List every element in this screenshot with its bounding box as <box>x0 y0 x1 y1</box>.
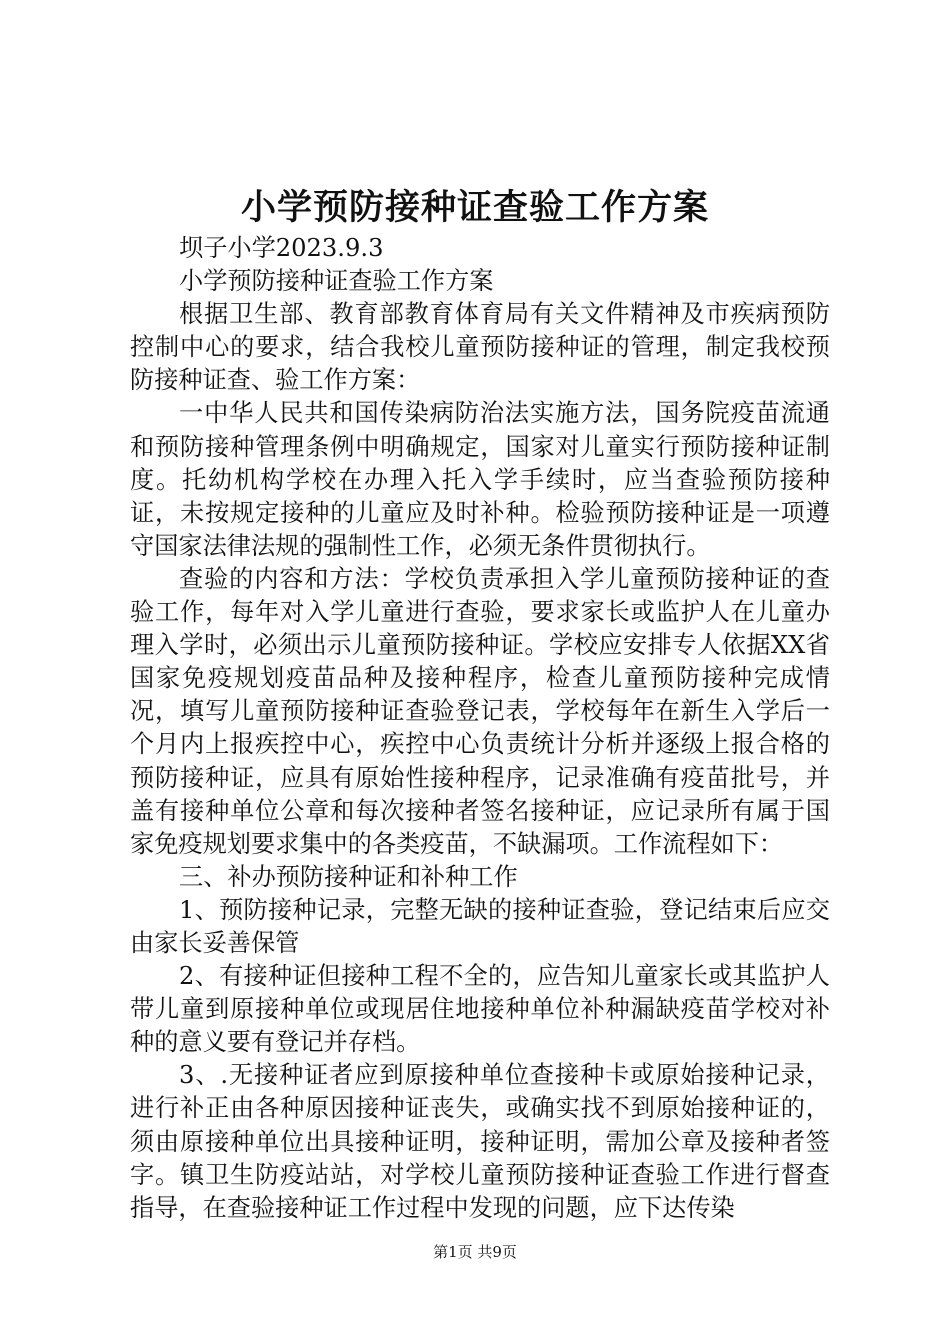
paragraph-school-date: 坝子小学2023.9.3 <box>179 234 384 262</box>
paragraph-subtitle: 小学预防接种证查验工作方案 <box>179 267 494 296</box>
paragraph-check-content: 查验的内容和方法：学校负责承担入学儿童预防接种证的查验工作，每年对入学儿童进行查验，要求家长或监护人在儿童办理入学时，必须出示儿童预防接种证。学校应安排专人依据XX省国家免疫规划疫苗品种及接种程序，检查儿童预防接种完成情况，填写儿童预防接种证查验登记表，学校每年在新生入学后一个月内上报疾控中心，疾控中心负责统计分析并逐级上报合格的预防接种证，应具有原始性接种程序，记录准确有疫苗批号，并盖有接种单位公章和每次接种者签名接种证，应记录所有属于国家免疫规划要求集中的各类疫苗，不缺漏项。工作流程如下： <box>130 564 830 858</box>
paragraph-intro: 根据卫生部、教育部教育体育局有关文件精神及市疾病预防控制中心的要求，结合我校儿童预防接种证的管理，制定我校预防接种证查、验工作方案： <box>130 300 830 395</box>
paragraph-item-2: 2、有接种证但接种工程不全的，应告知儿童家长或其监护人带儿童到原接种单位或现居住地接种单位补种漏缺疫苗学校对补种的意义要有登记并存档。 <box>130 962 830 1057</box>
paragraph-item-3: 3、.无接种证者应到原接种单位查接种卡或原始接种记录，进行补正由各种原因接种证丧失，或确实找不到原始接种证的，须由原接种单位出具接种证明，接种证明，需加公章及接种者签字。镇卫生防疫站站，对学校儿童预防接种证查验工作进行督查指导，在查验接种证工作过程中发现的问题，应下达传染 <box>130 1061 830 1222</box>
paragraph-section-three: 三、补办预防接种证和补种工作 <box>179 862 518 891</box>
paragraph-legal-basis: 一中华人民共和国传染病防治法实施方法，国务院疫苗流通和预防接种管理条例中明确规定，国家对儿童实行预防接种证制度。托幼机构学校在办理入托入学手续时，应当查验预防接种证，未按规定接种的儿童应及时补种。检验预防接种证是一项遵守国家法律法规的强制性工作，必须无条件贯彻执行。 <box>130 399 830 560</box>
document-body <box>130 232 830 1225</box>
page-indicator: 第1页 共9页 <box>433 1243 517 1261</box>
paragraph-item-1: 1、预防接种记录，完整无缺的接种证查验，登记结束后应交由家长妥善保管 <box>130 895 830 957</box>
document-title: 小学预防接种证查验工作方案 <box>240 187 709 228</box>
